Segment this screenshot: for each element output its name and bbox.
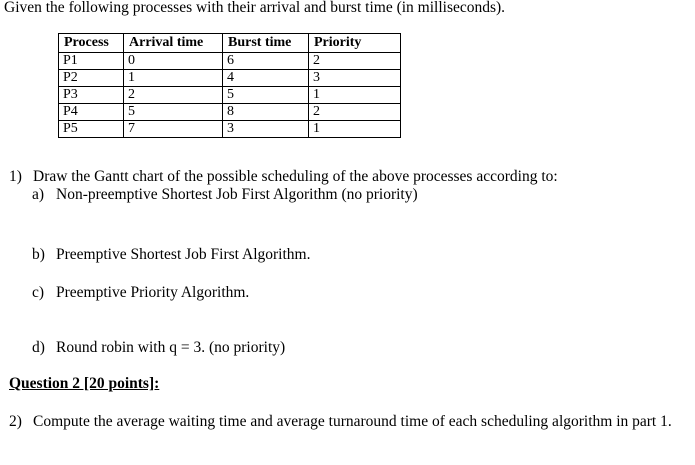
part-letter: b) — [32, 246, 45, 263]
cell-arrival: 0 — [124, 53, 223, 70]
cell-process: P4 — [59, 104, 124, 121]
header-burst-time: Burst time — [223, 34, 309, 53]
question-2-title: Question 2 [20 points]: — [9, 375, 160, 392]
part-text: Round robin with q = 3. (no priority) — [56, 339, 286, 356]
cell-priority: 2 — [309, 53, 401, 70]
cell-process: P1 — [59, 53, 124, 70]
question-1 — [9, 168, 558, 186]
part-letter: d) — [32, 339, 45, 356]
header-arrival-time: Arrival time — [124, 34, 223, 53]
table-row — [59, 87, 401, 104]
question-1-part-a — [32, 186, 418, 204]
question-1-part-b — [32, 246, 310, 264]
cell-arrival: 5 — [124, 104, 223, 121]
cell-burst: 5 — [223, 87, 309, 104]
part-text: Preemptive Priority Algorithm. — [56, 284, 250, 301]
part-letter: c) — [32, 284, 45, 301]
part-text: Non-preemptive Shortest Job First Algorithm (no priority) — [56, 186, 418, 203]
cell-burst: 8 — [223, 104, 309, 121]
question-1-part-d — [32, 339, 285, 357]
table-row — [59, 53, 401, 70]
header-process: Process — [59, 34, 124, 53]
cell-process: P2 — [59, 70, 124, 87]
question-1-number: 1) — [9, 168, 22, 185]
cell-burst: 4 — [223, 70, 309, 87]
process-table — [58, 33, 401, 138]
cell-process: P5 — [59, 121, 124, 138]
table-row — [59, 104, 401, 121]
question-2 — [9, 413, 672, 431]
part-letter: a) — [32, 186, 45, 203]
cell-burst: 3 — [223, 121, 309, 138]
cell-priority: 3 — [309, 70, 401, 87]
cell-arrival: 2 — [124, 87, 223, 104]
intro-text: Given the following processes with their arrival and burst time (in milliseconds). — [4, 0, 506, 16]
cell-burst: 6 — [223, 53, 309, 70]
question-2-number: 2) — [9, 413, 22, 430]
cell-priority: 1 — [309, 121, 401, 138]
cell-priority: 1 — [309, 87, 401, 104]
table-row — [59, 121, 401, 138]
part-text: Preemptive Shortest Job First Algorithm. — [56, 246, 311, 263]
cell-process: P3 — [59, 87, 124, 104]
header-priority: Priority — [309, 34, 401, 53]
question-1-part-c — [32, 284, 249, 302]
cell-arrival: 1 — [124, 70, 223, 87]
table-row — [59, 70, 401, 87]
table-header-row — [59, 34, 401, 53]
question-1-text: Draw the Gantt chart of the possible scheduling of the above processes according to: — [33, 168, 558, 185]
cell-priority: 2 — [309, 104, 401, 121]
cell-arrival: 7 — [124, 121, 223, 138]
question-2-text: Compute the average waiting time and average turnaround time of each scheduling algorithm in part 1. — [33, 413, 672, 430]
